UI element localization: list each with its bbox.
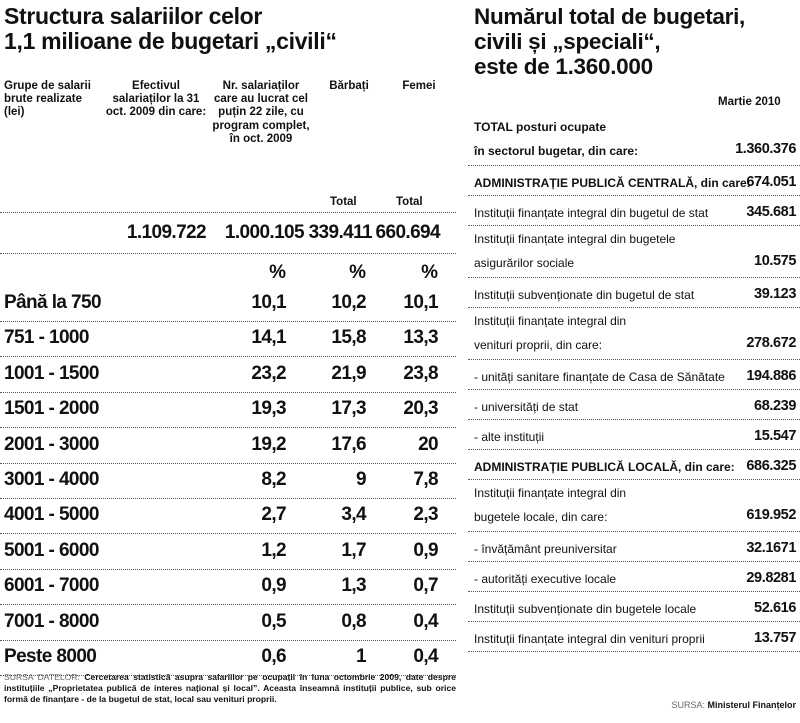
source-text: Cercetarea statistică asupra salariilor pe ocupații în luna octombrie 2009, date despre instituțiile „Proprietatea publică de interes național și local”. Aceasta înseamnă instituții publice, sub orice formă de finanțare - de la bugetul de stat, local sau venituri proprii. <box>4 672 456 704</box>
table-row <box>0 430 456 464</box>
header-employees: Efectivul salariaților la 31 oct. 2009 din care: <box>105 80 207 119</box>
salary-group-label: 1501 - 2000 <box>4 398 99 419</box>
title-line-2: civili și „speciali“, <box>474 29 661 54</box>
budget-row-label: Instituții subvenționate din bugetele locale <box>474 602 697 616</box>
budget-row <box>468 420 800 450</box>
row-divider <box>0 498 456 499</box>
budget-row-label-continued: asigurărilor sociale <box>474 256 575 270</box>
budget-row-label: - unități sanitare finanțate de Casa de Sănătate <box>474 370 725 384</box>
salary-group-label: 3001 - 4000 <box>4 469 99 490</box>
budget-row-label: - autorități executive locale <box>474 572 617 586</box>
salary-group-label: Peste 8000 <box>4 646 97 667</box>
budget-row-value: 15.547 <box>754 428 796 444</box>
budget-row <box>468 480 800 532</box>
divider <box>0 212 456 213</box>
salary-structure-title <box>4 4 454 54</box>
budget-row-value: 52.616 <box>754 600 796 616</box>
salary-group-label: 751 - 1000 <box>4 327 89 348</box>
budget-row <box>468 390 800 420</box>
budget-row-label: - universități de stat <box>474 400 579 414</box>
budget-row-label: - alte instituții <box>474 430 545 444</box>
table-row <box>0 465 456 499</box>
budget-row-label: - învățământ preuniversitar <box>474 542 617 556</box>
table-row <box>0 394 456 428</box>
salary-group-label: 4001 - 5000 <box>4 504 99 525</box>
header-fulltime-employees: Nr. salariaților care au lucrat cel puțin 22 zile, cu program complet, în oct. 2009 <box>212 80 310 145</box>
men-percent: 1 <box>356 646 366 667</box>
budget-row-value: 194.886 <box>746 368 796 384</box>
salary-group-label: 7001 - 8000 <box>4 611 99 632</box>
men-percent: 1,7 <box>341 540 366 561</box>
row-divider <box>0 569 456 570</box>
fulltime-percent: 10,1 <box>251 292 286 313</box>
budget-row-label: Instituții finanțate integral din bugetul de stat <box>474 206 709 220</box>
fulltime-percent: 0,9 <box>261 575 286 596</box>
salary-group-label: Până la 750 <box>4 292 101 313</box>
budget-row-value: 278.672 <box>746 335 796 351</box>
budget-row-label: Instituții finanțate integral din <box>474 486 627 500</box>
right-source-note <box>671 700 796 710</box>
men-percent: 10,2 <box>331 292 366 313</box>
table-row <box>0 642 456 676</box>
fulltime-percent: 0,5 <box>261 611 286 632</box>
budget-row-value: 345.681 <box>746 204 796 220</box>
men-percent: 9 <box>356 469 366 490</box>
row-divider <box>0 427 456 428</box>
women-percent: 2,3 <box>413 504 438 525</box>
budget-row-value: 39.123 <box>754 286 796 302</box>
subheader-women-total: Total <box>396 196 423 208</box>
budget-row <box>468 308 800 360</box>
budget-row-value: 619.952 <box>746 507 796 523</box>
fulltime-percent: 1,2 <box>261 540 286 561</box>
women-percent: 10,1 <box>403 292 438 313</box>
row-divider <box>468 651 800 652</box>
budget-row-value: 68.239 <box>754 398 796 414</box>
budget-row <box>468 278 800 308</box>
source-label: SURSA: <box>671 700 705 710</box>
table-row <box>0 288 456 322</box>
budget-row <box>468 450 800 480</box>
budget-row-label: Instituții subvenționate din bugetul de stat <box>474 288 695 302</box>
fulltime-percent: 19,3 <box>251 398 286 419</box>
table-date: Martie 2010 <box>718 96 781 108</box>
fulltime-percent: 8,2 <box>261 469 286 490</box>
table-row <box>0 359 456 393</box>
row-divider <box>0 392 456 393</box>
budget-row-label: Instituții finanțate integral din venituri proprii <box>474 632 705 646</box>
fulltime-percent: 19,2 <box>251 434 286 455</box>
left-source-note <box>4 672 456 705</box>
fulltime-percent: 0,6 <box>261 646 286 667</box>
total-women: 660.694 <box>375 222 440 243</box>
budget-row-value: 29.8281 <box>746 570 796 586</box>
source-label: SURSA DATELOR: <box>4 672 80 682</box>
salary-group-label: 6001 - 7000 <box>4 575 99 596</box>
budget-row <box>468 532 800 562</box>
women-percent: 0,4 <box>413 611 438 632</box>
budget-row-value: 13.757 <box>754 630 796 646</box>
men-percent: 15,8 <box>331 327 366 348</box>
budget-row-value: 32.1671 <box>746 540 796 556</box>
women-percent: 23,8 <box>403 363 438 384</box>
fulltime-percent: 2,7 <box>261 504 286 525</box>
women-percent: 0,9 <box>413 540 438 561</box>
row-divider <box>0 604 456 605</box>
title-line-1: Structura salariilor celor <box>4 3 263 29</box>
women-percent: 13,3 <box>403 327 438 348</box>
budget-employees-panel <box>468 0 800 723</box>
budget-row <box>468 226 800 278</box>
women-percent: 0,7 <box>413 575 438 596</box>
men-percent: 21,9 <box>331 363 366 384</box>
budget-row-label-continued: bugetele locale, din care: <box>474 510 608 524</box>
header-salary-groups: Grupe de salarii brute realizate (lei) <box>4 80 91 119</box>
row-divider <box>0 463 456 464</box>
table-row <box>0 571 456 605</box>
budget-row <box>468 166 800 196</box>
salary-group-label: 2001 - 3000 <box>4 434 99 455</box>
table-row <box>0 500 456 534</box>
budget-row-value: 674.051 <box>746 174 796 190</box>
total-employees: 1.109.722 <box>126 222 206 243</box>
fulltime-percent: 14,1 <box>251 327 286 348</box>
men-percent: 3,4 <box>341 504 366 525</box>
budget-row-label: TOTAL posturi ocupate <box>474 120 607 134</box>
salary-group-label: 5001 - 6000 <box>4 540 99 561</box>
table-row <box>0 536 456 570</box>
budget-row-label: ADMINISTRAȚIE PUBLICĂ CENTRALĂ, din care: <box>474 176 751 190</box>
men-percent: 1,3 <box>341 575 366 596</box>
budget-row <box>468 592 800 622</box>
row-divider <box>0 356 456 357</box>
title-line-3: este de 1.360.000 <box>474 54 653 79</box>
women-percent: 20,3 <box>403 398 438 419</box>
budget-row-label: Instituții finanțate integral din bugetele <box>474 232 676 246</box>
percent-symbol: % <box>349 262 366 283</box>
table-row <box>0 323 456 357</box>
percent-symbol: % <box>421 262 438 283</box>
budget-row <box>468 562 800 592</box>
budget-row-value: 686.325 <box>746 458 796 474</box>
source-name: Ministerul Finanțelor <box>707 700 796 710</box>
budget-row-value: 10.575 <box>754 253 796 269</box>
women-percent: 7,8 <box>413 469 438 490</box>
header-women: Femei <box>402 80 436 92</box>
budget-row <box>468 360 800 390</box>
men-percent: 0,8 <box>341 611 366 632</box>
budget-row-label-continued: în sectorul bugetar, din care: <box>474 144 639 158</box>
women-percent: 0,4 <box>413 646 438 667</box>
fulltime-percent: 23,2 <box>251 363 286 384</box>
header-men: Bărbați <box>329 80 369 92</box>
table-row <box>0 607 456 641</box>
budget-row-label: Instituții finanțate integral din <box>474 314 627 328</box>
budget-row <box>468 114 800 166</box>
men-percent: 17,6 <box>331 434 366 455</box>
row-divider <box>0 533 456 534</box>
budget-row <box>468 196 800 226</box>
budget-row-label: ADMINISTRAȚIE PUBLICĂ LOCALĂ, din care: <box>474 460 735 474</box>
budget-row-label-continued: venituri proprii, din care: <box>474 338 603 352</box>
subheader-men-total: Total <box>330 196 357 208</box>
budget-row <box>468 622 800 652</box>
title-line-1: Numărul total de bugetari, <box>474 4 745 29</box>
total-fulltime: 1.000.105 <box>224 222 304 243</box>
title-line-2: 1,1 milioane de bugetari „civili“ <box>4 28 337 54</box>
total-men: 339.411 <box>308 222 372 243</box>
percent-symbol: % <box>269 262 286 283</box>
men-percent: 17,3 <box>331 398 366 419</box>
women-percent: 20 <box>418 434 438 455</box>
row-divider <box>0 640 456 641</box>
budget-row-value: 1.360.376 <box>735 141 796 157</box>
divider <box>0 253 456 254</box>
budget-employees-title <box>474 4 800 79</box>
salary-group-label: 1001 - 1500 <box>4 363 99 384</box>
row-divider <box>0 321 456 322</box>
